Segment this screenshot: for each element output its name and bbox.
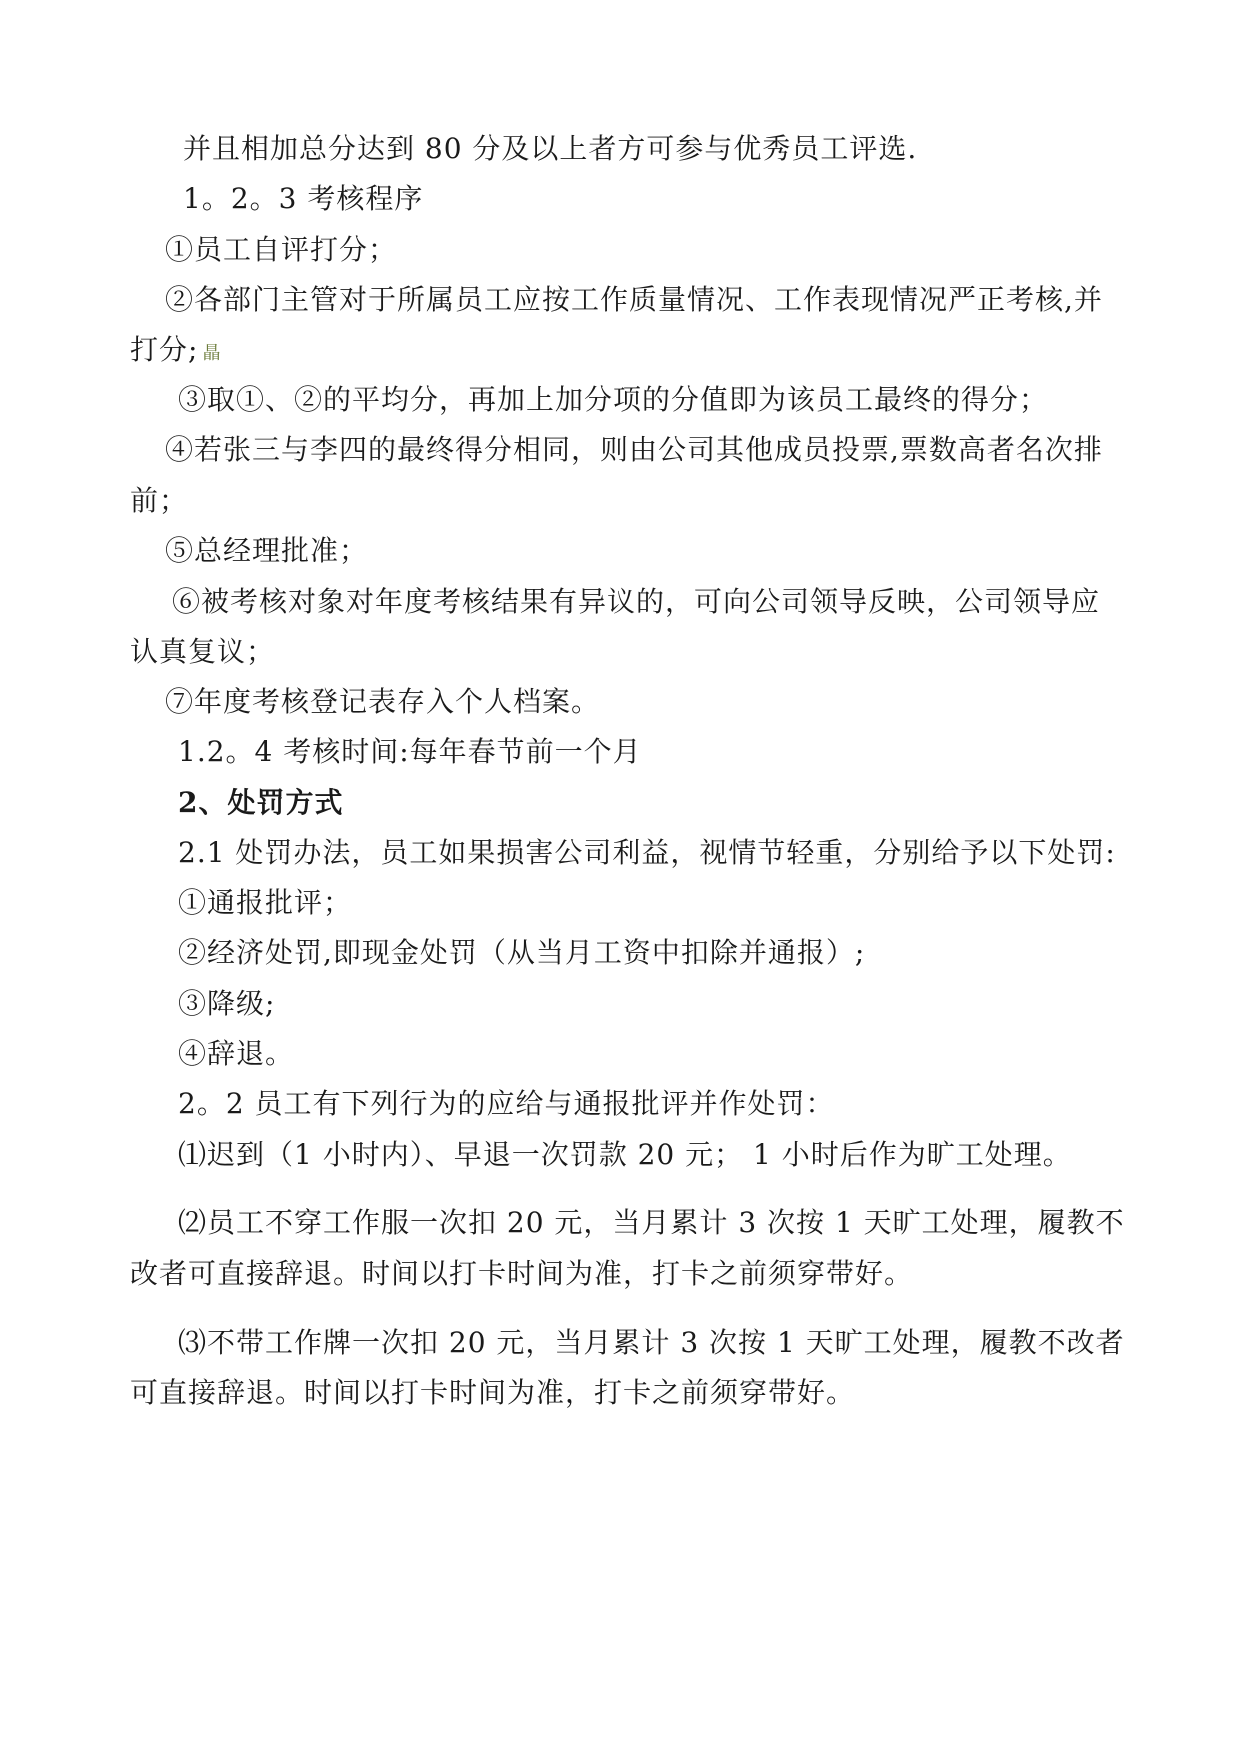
- rule-3-cont: 可直接辞退。时间以打卡时间为准，打卡之前须穿带好。: [130, 1376, 856, 1409]
- section-heading-1-2-3: 1。2。3 考核程序: [183, 182, 424, 215]
- inline-mark: 瞐: [202, 343, 222, 364]
- list-item-2-cont: [130, 332, 221, 372]
- list-item-2: ②各部门主管对于所属员工应按工作质量情况、工作表现情况严正考核,并: [165, 283, 1103, 316]
- penalty-item-4: ④辞退。: [178, 1037, 295, 1070]
- section-2-2: 2。2 员工有下列行为的应给与通报批评并作处罚：: [178, 1087, 835, 1120]
- penalty-item-2: ②经济处罚,即现金处罚（从当月工资中扣除并通报）;: [178, 936, 866, 969]
- list-item-3: ③取①、②的平均分，再加上加分项的分值即为该员工最终的得分；: [178, 383, 1049, 416]
- penalty-item-1: ①通报批评；: [178, 886, 353, 919]
- list-item-4-cont: 前；: [130, 484, 189, 517]
- list-item-1: ①员工自评打分；: [165, 233, 398, 266]
- section-2-1: 2.1 处罚办法，员工如果损害公司利益，视情节轻重，分别给予以下处罚:: [178, 836, 1116, 869]
- penalty-item-3: ③降级;: [178, 987, 276, 1020]
- rule-2: ⑵员工不穿工作服一次扣 20 元，当月累计 3 次按 1 天旷工处理，履教不: [178, 1206, 1125, 1239]
- list-item-7: ⑦年度考核登记表存入个人档案。: [165, 685, 601, 718]
- section-heading-2: 2、处罚方式: [178, 786, 344, 819]
- list-item-4: ④若张三与李四的最终得分相同，则由公司其他成员投票,票数高者名次排: [165, 433, 1103, 466]
- rule-1: ⑴迟到（1 小时内）、早退一次罚款 20 元； 1 小时后作为旷工处理。: [178, 1138, 1072, 1171]
- section-heading-1-2-4: 1.2。4 考核时间:每年春节前一个月: [178, 735, 642, 768]
- paragraph-line-1: 并且相加总分达到 80 分及以上者方可参与优秀员工评选.: [183, 132, 918, 165]
- rule-3: ⑶不带工作牌一次扣 20 元，当月累计 3 次按 1 天旷工处理，履教不改者: [178, 1326, 1125, 1359]
- list-item-5: ⑤总经理批准；: [165, 534, 369, 567]
- list-item-6-cont: 认真复议；: [130, 635, 276, 668]
- list-item-2-cont-text: 打分;: [130, 333, 199, 366]
- list-item-6: ⑥被考核对象对年度考核结果有异议的，可向公司领导反映，公司领导应: [172, 585, 1101, 618]
- rule-2-cont: 改者可直接辞退。时间以打卡时间为准，打卡之前须穿带好。: [130, 1257, 914, 1290]
